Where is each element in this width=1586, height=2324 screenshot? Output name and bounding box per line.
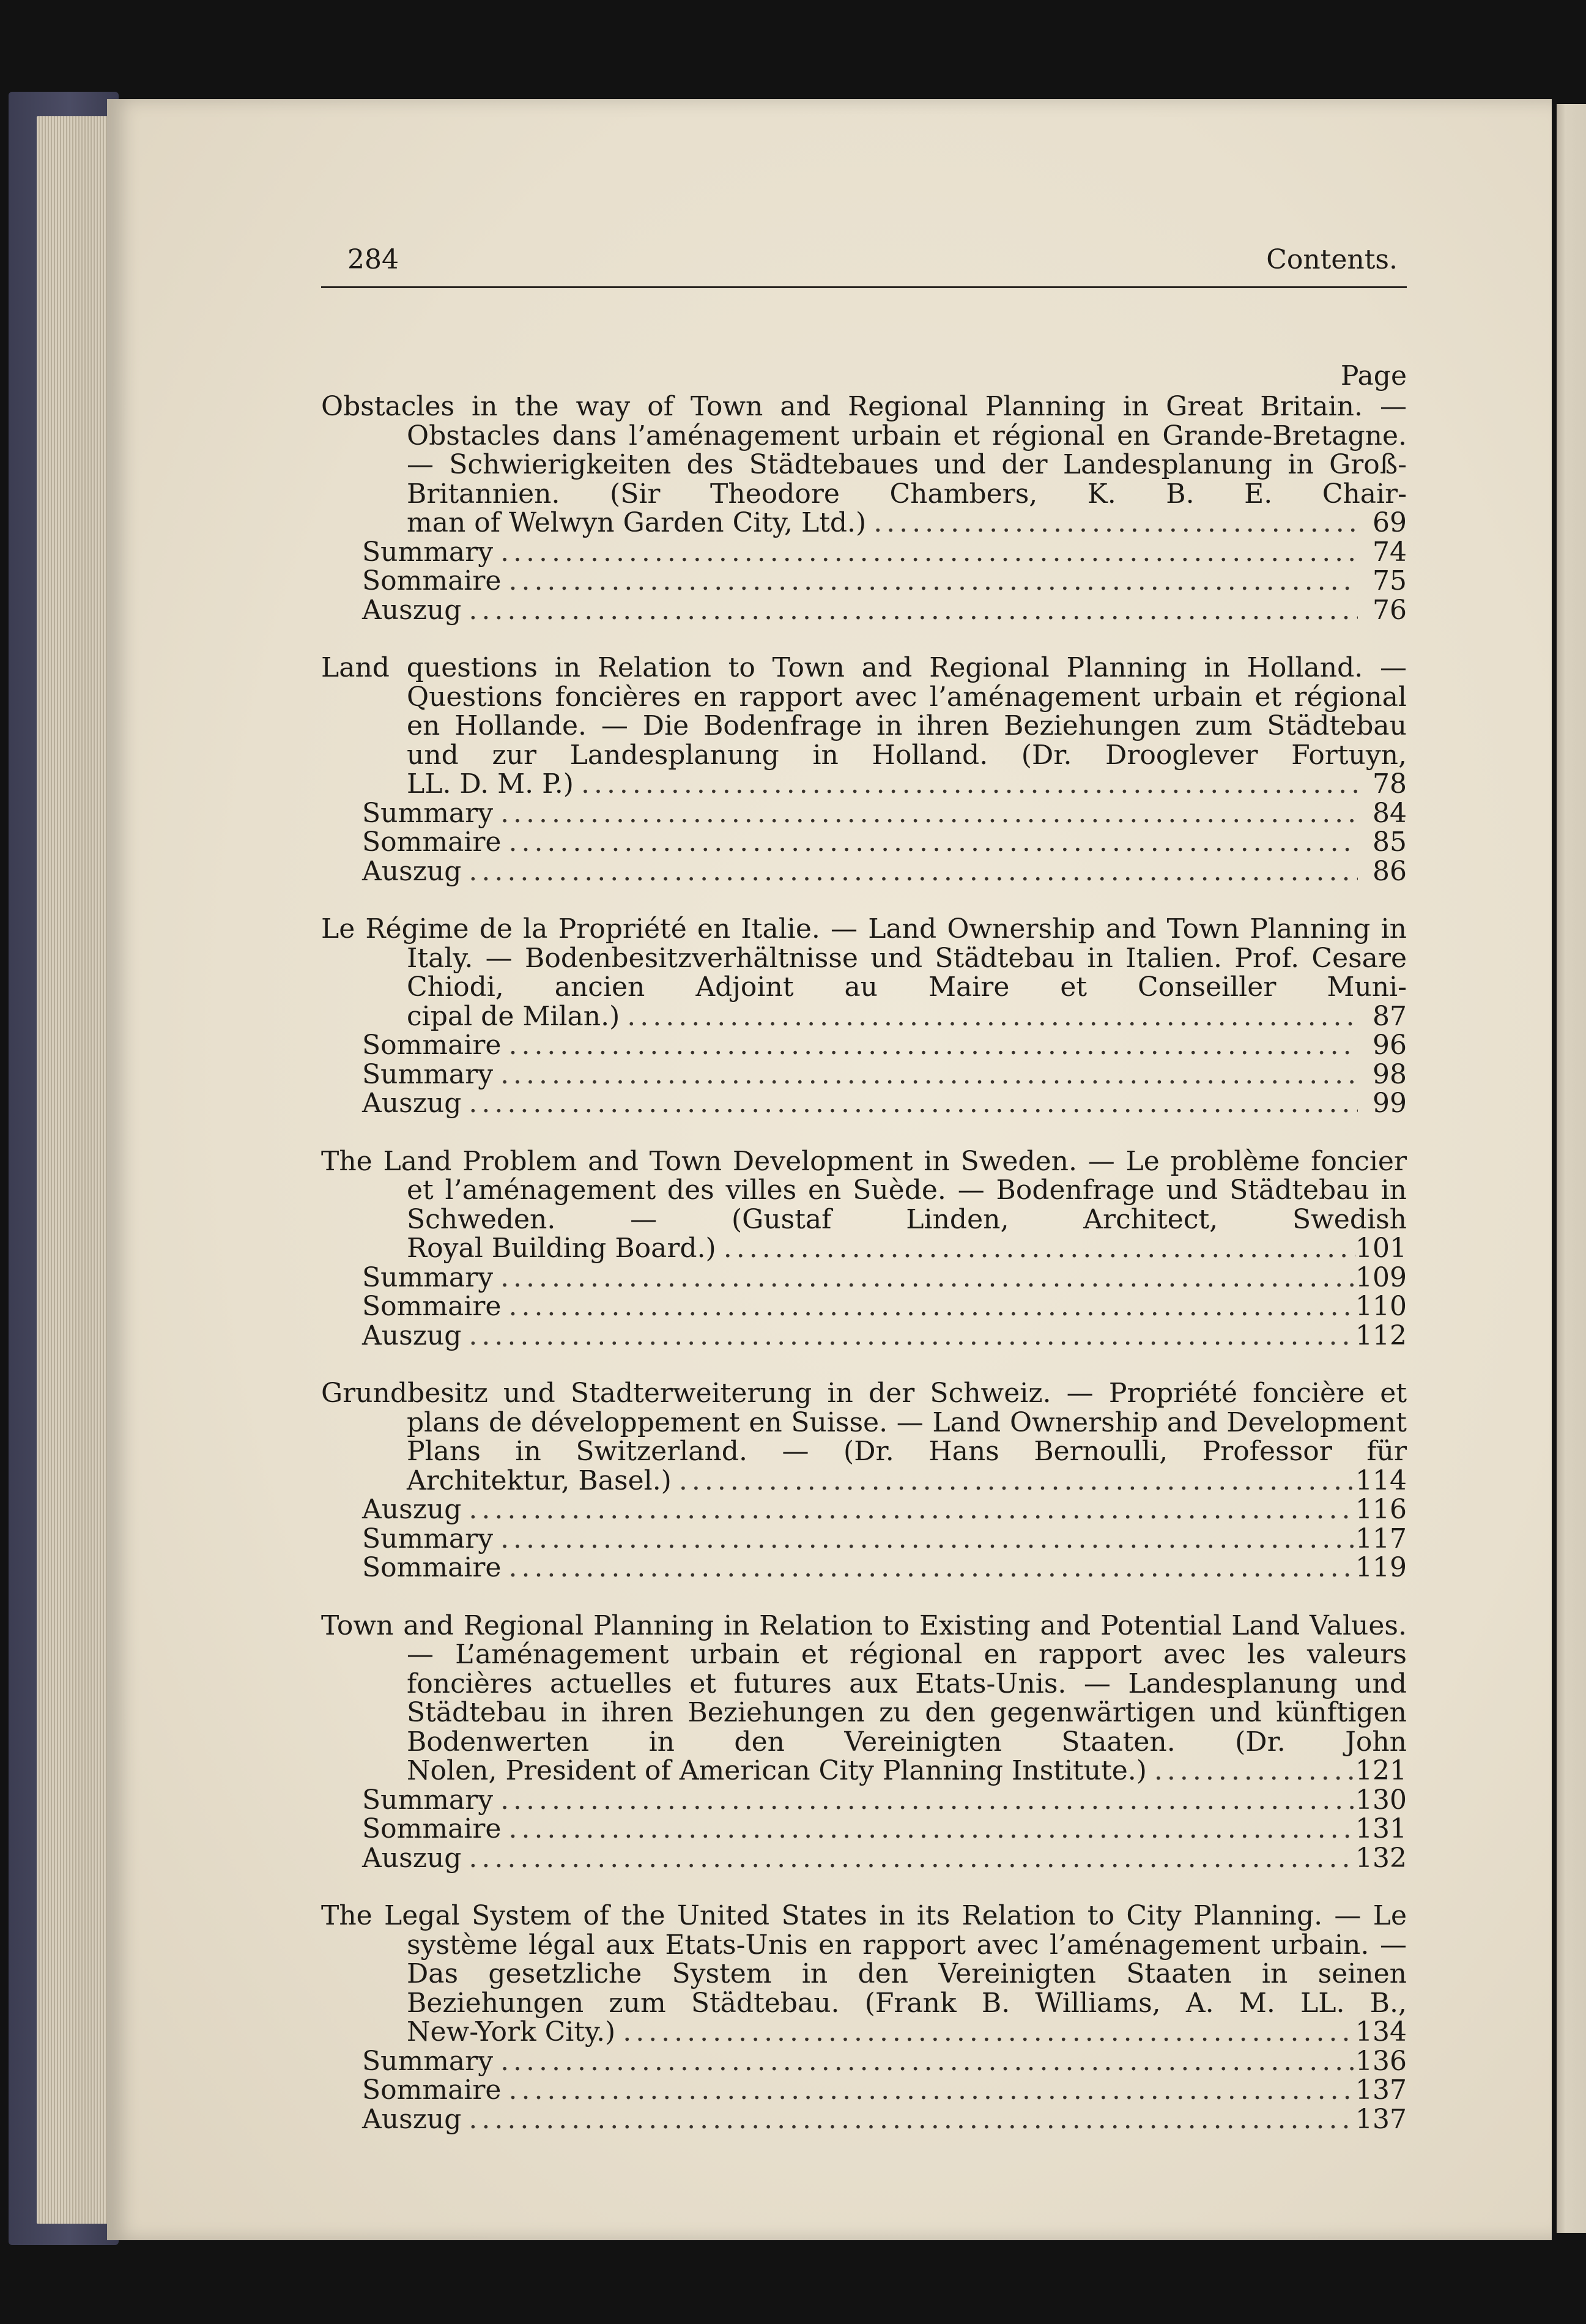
sub-entry-page-number: 109 <box>1355 1261 1407 1293</box>
entry-last-line <box>407 1756 1407 1786</box>
sub-entry-page-number: 85 <box>1373 826 1407 858</box>
entry-title <box>321 392 1407 538</box>
toc-entry <box>321 915 1407 1118</box>
dot-leader <box>574 770 1358 799</box>
sub-entry-label: Summary <box>362 797 494 829</box>
dot-leader <box>501 1553 1355 1583</box>
dot-leader <box>461 1089 1358 1118</box>
sub-entry-label: Summary <box>362 1523 494 1554</box>
entry-title-end: Nolen, President of American City Planning Institute.) <box>407 1755 1147 1786</box>
entry-title-end: Architektur, Basel.) <box>407 1465 672 1496</box>
sub-entry <box>321 857 1407 886</box>
sub-entry-page-number: 96 <box>1373 1030 1407 1061</box>
dot-leader <box>716 1234 1355 1263</box>
sub-entry <box>321 1844 1407 1873</box>
sub-entry <box>321 1814 1407 1844</box>
dot-leader <box>866 508 1358 538</box>
entry-title-end: New-York City.) <box>407 2016 616 2047</box>
dot-leader <box>501 1292 1355 1321</box>
entry-title <box>321 1611 1407 1786</box>
toc-entry <box>321 653 1407 886</box>
toc-entry <box>321 1379 1407 1583</box>
dot-leader <box>461 1321 1355 1351</box>
dot-leader <box>493 2047 1355 2076</box>
entry-last-line <box>407 1002 1407 1031</box>
sub-entry <box>321 1292 1407 1321</box>
sub-entry <box>321 1263 1407 1293</box>
entry-last-line <box>407 1234 1407 1263</box>
toc-entry <box>321 1901 1407 2134</box>
entry-title-text: Le Régime de la Propriété en Italie. — Land Ownership and Town Planning in Italy. — Bodenbesitzverhältnisse und Städtebau in Italien. Prof. Cesare Chiodi, ancien Adjoint au Maire et Conseiller Muni- <box>321 913 1407 1003</box>
sub-entry-label: Auszug <box>362 1320 462 1351</box>
running-head <box>321 240 1407 288</box>
sub-entry-label: Summary <box>362 1784 494 1816</box>
sub-entry-label: Sommaire <box>362 1552 502 1583</box>
sub-entry <box>321 1031 1407 1060</box>
sub-entry-page-number: 117 <box>1355 1523 1407 1554</box>
sub-entry-page-number: 86 <box>1373 855 1407 887</box>
sub-entry <box>321 1060 1407 1090</box>
sub-entry-page-number: 74 <box>1373 536 1407 568</box>
sub-entry-label: Auszug <box>362 855 462 887</box>
entry-title-text: The Land Problem and Town Development in Sweden. — Le problème foncier et l’aménagement des villes en Suède. — Bodenfrage und Städtebau in Schweden. — (Gustaf Linden, Architect, Swedish <box>321 1145 1407 1235</box>
sub-entry-label: Sommaire <box>362 565 502 596</box>
table-of-contents <box>321 392 1407 2134</box>
sub-entry-page-number: 99 <box>1373 1088 1407 1119</box>
sub-entry <box>321 596 1407 625</box>
toc-entry <box>321 1611 1407 1873</box>
dot-leader <box>461 2105 1355 2134</box>
page-number: 284 <box>347 244 399 275</box>
entry-title <box>321 653 1407 799</box>
sub-entry-page-number: 112 <box>1355 1320 1407 1351</box>
sub-entry <box>321 2076 1407 2105</box>
sub-entry <box>321 799 1407 828</box>
toc-entry <box>321 392 1407 625</box>
sub-entry <box>321 1089 1407 1118</box>
sub-entry-label: Auszug <box>362 594 462 626</box>
sub-entry-page-number: 98 <box>1373 1058 1407 1090</box>
sub-entry-page-number: 116 <box>1355 1494 1407 1525</box>
sub-entry-page-number: 137 <box>1355 2074 1407 2106</box>
sub-entry-page-number: 75 <box>1373 565 1407 596</box>
dot-leader <box>501 2076 1355 2105</box>
entry-page-number: 69 <box>1373 507 1407 538</box>
dot-leader <box>501 566 1358 596</box>
sub-entry-page-number: 110 <box>1355 1291 1407 1322</box>
sub-entry-page-number: 131 <box>1355 1813 1407 1844</box>
sub-entry-page-number: 84 <box>1373 797 1407 829</box>
entry-last-line <box>407 770 1407 799</box>
dot-leader <box>461 857 1358 886</box>
entry-page-number: 134 <box>1355 2016 1407 2047</box>
sub-entry-label: Auszug <box>362 1494 462 1525</box>
entry-page-number: 87 <box>1373 1000 1407 1032</box>
sub-entry <box>321 1495 1407 1524</box>
dot-leader <box>461 1495 1355 1524</box>
sub-entry-label: Summary <box>362 1261 494 1293</box>
next-page-edge <box>1557 104 1586 2233</box>
dot-leader <box>672 1466 1355 1496</box>
sub-entry <box>321 566 1407 596</box>
sub-entry-label: Sommaire <box>362 1291 502 1322</box>
entry-title <box>321 1147 1407 1263</box>
page-content <box>321 240 1407 2163</box>
sub-entry <box>321 538 1407 567</box>
page-column-label: Page <box>1340 360 1407 392</box>
entry-page-number: 101 <box>1355 1233 1407 1264</box>
running-title: Contents. <box>1266 244 1398 275</box>
entry-last-line <box>407 508 1407 538</box>
entry-title <box>321 915 1407 1031</box>
sub-entry <box>321 828 1407 857</box>
sub-entry-label: Auszug <box>362 2103 462 2135</box>
entry-page-number: 114 <box>1355 1465 1407 1496</box>
dot-leader <box>493 1786 1355 1815</box>
sub-entry <box>321 1553 1407 1583</box>
dot-leader <box>615 2018 1355 2047</box>
entry-last-line <box>407 2018 1407 2047</box>
entry-title-text: Land questions in Relation to Town and Regional Planning in Holland. — Questions foncières en rapport avec l’aménagement urbain et régional en Hollande. — Die Bodenfrage in ihren Beziehungen zum Städtebau und zur Landesplanung in Holland. (Dr. Drooglever Fortuyn, <box>321 652 1407 771</box>
dot-leader <box>493 1263 1355 1293</box>
dot-leader <box>493 538 1358 567</box>
sub-entry-label: Sommaire <box>362 2074 502 2106</box>
sub-entry-label: Sommaire <box>362 1813 502 1844</box>
entry-last-line <box>407 1466 1407 1496</box>
entry-title <box>321 1379 1407 1495</box>
sub-entry-label: Sommaire <box>362 1030 502 1061</box>
sub-entry-label: Sommaire <box>362 826 502 858</box>
sub-entry-page-number: 76 <box>1373 594 1407 626</box>
dot-leader <box>493 799 1358 828</box>
entry-title <box>321 1901 1407 2047</box>
toc-entry <box>321 1147 1407 1351</box>
sub-entry <box>321 2047 1407 2076</box>
entry-title-text: Town and Regional Planning in Relation to Existing and Potential Land Values. — L’aménagement urbain et régional en rapport avec les valeurs foncières actuelles et futures aux Etats-Unis. — Landesplanung und Städtebau in ihren Beziehungen zu den gegenwärtigen und künftigen Bodenwerten in den Vereinigten Staaten. (Dr. John <box>321 1609 1407 1758</box>
sub-entry-page-number: 137 <box>1355 2103 1407 2135</box>
entry-title-text: The Legal System of the United States in its Relation to City Planning. — Le système légal aux Etats-Unis en rapport avec l’aménagement urbain. — Das gesetzliche System in den Vereinigten Staaten in seinen Beziehungen zum Städtebau. (Frank B. Williams, A. M. LL. B., <box>321 1900 1407 2019</box>
dot-leader <box>461 1844 1355 1873</box>
entry-title-end: man of Welwyn Garden City, Ltd.) <box>407 507 867 538</box>
sub-entry-page-number: 130 <box>1355 1784 1407 1816</box>
dot-leader <box>501 1031 1358 1060</box>
dot-leader <box>493 1524 1355 1554</box>
entry-title-end: cipal de Milan.) <box>407 1000 620 1032</box>
entry-title-text: Obstacles in the way of Town and Regional Planning in Great Britain. — Obstacles dans l’aménagement urbain et régional en Grande-Bretagne. — Schwierigkeiten des Städtebaues und der Landesplanung in Groß-Britannien. (Sir Theodore Chambers, K. B. E. Chair- <box>321 391 1407 510</box>
sub-entry-page-number: 119 <box>1355 1552 1407 1583</box>
sub-entry <box>321 2105 1407 2134</box>
dot-leader <box>493 1060 1358 1090</box>
entry-title-text: Grundbesitz und Stadterweiterung in der Schweiz. — Propriété foncière et plans de développement en Suisse. — Land Ownership and Development Plans in Switzerland. — (Dr. Hans Bernoulli, Professor für <box>321 1378 1407 1467</box>
entry-page-number: 78 <box>1373 768 1407 800</box>
sub-entry-label: Summary <box>362 1058 494 1090</box>
sub-entry-label: Summary <box>362 536 494 568</box>
sub-entry-label: Auszug <box>362 1842 462 1874</box>
dot-leader <box>1147 1756 1355 1786</box>
dot-leader <box>620 1002 1358 1031</box>
entry-page-number: 121 <box>1355 1755 1407 1786</box>
sub-entry-page-number: 136 <box>1355 2045 1407 2077</box>
sub-entry <box>321 1786 1407 1815</box>
entry-title-end: Royal Building Board.) <box>407 1233 716 1264</box>
sub-entry-page-number: 132 <box>1355 1842 1407 1874</box>
dot-leader <box>501 828 1358 857</box>
sub-entry-label: Summary <box>362 2045 494 2077</box>
dot-leader <box>501 1814 1355 1844</box>
sub-entry <box>321 1321 1407 1351</box>
entry-title-end: LL. D. M. P.) <box>407 768 574 800</box>
dot-leader <box>461 596 1358 625</box>
sub-entry-label: Auszug <box>362 1088 462 1119</box>
sub-entry <box>321 1524 1407 1554</box>
